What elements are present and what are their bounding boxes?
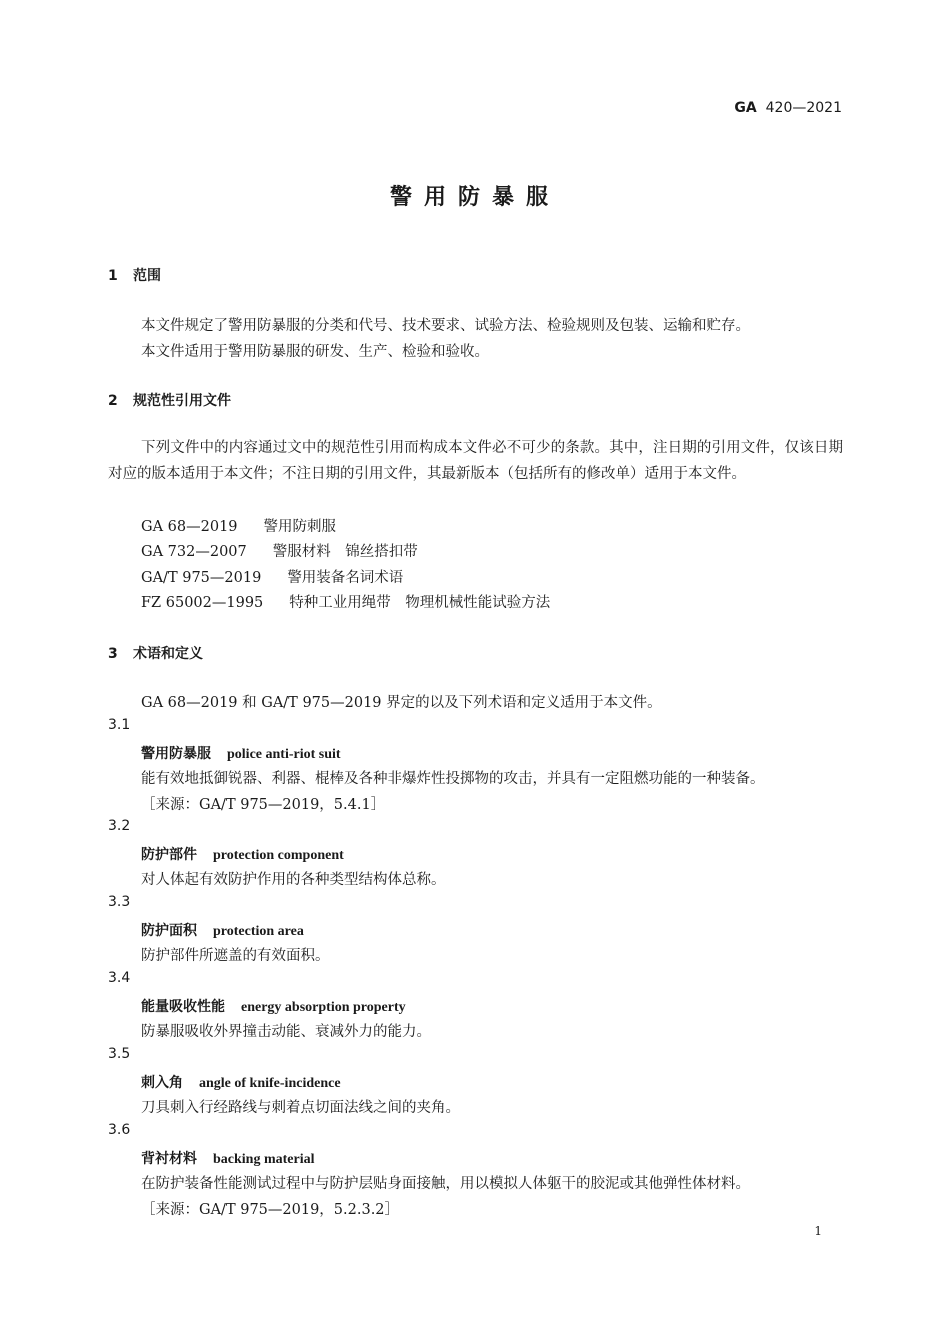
section-1-heading: 1 范围 bbox=[108, 268, 161, 284]
term-definition: 对人体起有效防护作用的各种类型结构体总称。 bbox=[141, 872, 446, 888]
term-definition: 防护部件所遮盖的有效面积。 bbox=[141, 948, 330, 964]
section-1-paragraph: 本文件适用于警用防暴服的研发、生产、检验和验收。 bbox=[141, 344, 489, 360]
section-3-heading: 3 术语和定义 bbox=[108, 646, 203, 662]
term-number: 3.4 bbox=[108, 970, 131, 986]
standard-number: GA 420—2021 bbox=[734, 100, 842, 116]
normative-reference: GA/T 975—2019 警用装备名词术语 bbox=[141, 570, 404, 586]
term-heading: 警用防暴服 police anti-riot suit bbox=[141, 746, 341, 762]
term-definition: 在防护装备性能测试过程中与防护层贴身面接触，用以模拟人体躯干的胶泥或其他弹性体材料。 bbox=[141, 1176, 750, 1192]
term-heading: 背衬材料 backing material bbox=[141, 1151, 315, 1167]
term-definition: 刀具刺入行经路线与刺着点切面法线之间的夹角。 bbox=[141, 1100, 460, 1116]
section-3-intro: GA 68—2019 和 GA/T 975—2019 界定的以及下列术语和定义适用于本文件。 bbox=[141, 695, 662, 711]
term-definition: 能有效地抵御锐器、利器、棍棒及各种非爆炸性投掷物的攻击，并具有一定阻燃功能的一种装备。 bbox=[141, 771, 765, 787]
section-2-paragraph: 下列文件中的内容通过文中的规范性引用而构成本文件必不可少的条款。其中，注日期的引用文件，仅该日期对应的版本适用于本文件；不注日期的引用文件，其最新版本（包括所有的修改单）适用于本文件。 bbox=[108, 440, 843, 482]
normative-reference: GA 732—2007 警服材料 锦丝搭扣带 bbox=[141, 544, 418, 560]
normative-reference: GA 68—2019 警用防刺服 bbox=[141, 519, 337, 535]
term-number: 3.3 bbox=[108, 894, 131, 910]
term-heading: 防护面积 protection area bbox=[141, 923, 304, 939]
section-2-heading: 2 规范性引用文件 bbox=[108, 393, 231, 409]
term-number: 3.5 bbox=[108, 1046, 131, 1062]
term-number: 3.6 bbox=[108, 1122, 131, 1138]
term-heading: 防护部件 protection component bbox=[141, 847, 344, 863]
term-number: 3.2 bbox=[108, 818, 131, 834]
term-source: ［来源：GA/T 975—2019，5.2.3.2］ bbox=[141, 1202, 400, 1218]
term-number: 3.1 bbox=[108, 717, 131, 733]
term-heading: 能量吸收性能 energy absorption property bbox=[141, 999, 406, 1015]
page-number: 1 bbox=[814, 1224, 822, 1238]
term-source: ［来源：GA/T 975—2019，5.4.1］ bbox=[141, 797, 386, 813]
document-title: 警用防暴服 bbox=[389, 185, 560, 210]
term-heading: 刺入角 angle of knife-incidence bbox=[141, 1075, 341, 1091]
normative-reference: FZ 65002—1995 特种工业用绳带 物理机械性能试验方法 bbox=[141, 595, 551, 611]
term-definition: 防暴服吸收外界撞击动能、衰减外力的能力。 bbox=[141, 1024, 431, 1040]
section-1-paragraph: 本文件规定了警用防暴服的分类和代号、技术要求、试验方法、检验规则及包装、运输和贮存。 bbox=[141, 318, 750, 334]
